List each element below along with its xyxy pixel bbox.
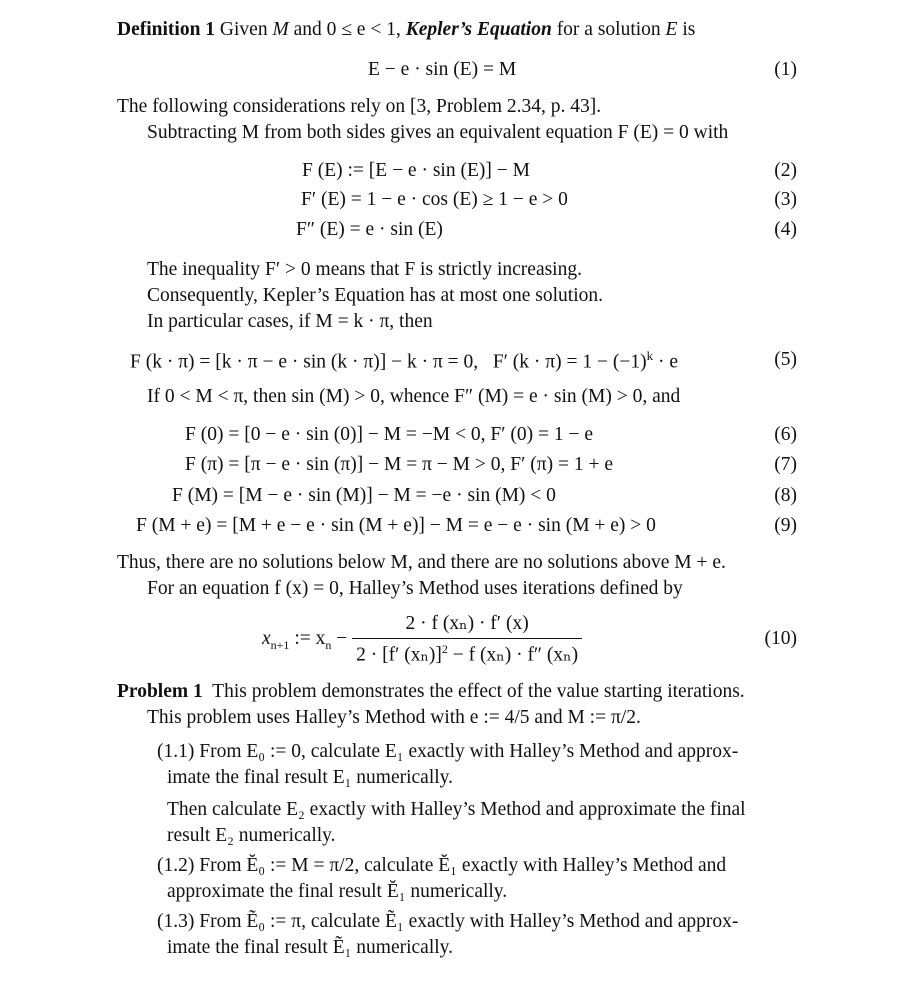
definition-post: for a solution (556, 19, 661, 40)
equation-3-number: (3) (774, 189, 797, 210)
subtracting-text: Subtracting M from both sides gives an equivalent equation F (E) = 0 with (147, 122, 729, 143)
equation-7: F (π) = [π − e · sin (π)] − M = π − M > 0, F′ (π) = 1 + e (185, 454, 613, 475)
equation-5-number: (5) (774, 349, 797, 370)
equation-5-rhs: F′ (k · π) = 1 − (−1) (492, 351, 647, 373)
problem-1-1-line-b: imate the final result E₁ numerically. (167, 767, 454, 788)
equation-6: F (0) = [0 − e · sin (0)] − M = −M < 0, F′ (0) = 1 − e (185, 424, 593, 445)
halley-text: For an equation f (x) = 0, Halley’s Method uses iterations defined by (147, 578, 683, 599)
definition-M: M (272, 19, 289, 40)
problem-1-1-line-a: (1.1) From E₀ := 0, calculate E₁ exactly with Halley’s Method and approx- (157, 741, 739, 762)
inequality-text: The inequality F′ > 0 means that F is strictly increasing. (147, 259, 582, 280)
definition-line (117, 18, 695, 41)
considerations-text: The following considerations rely on [3, Problem 2.34, p. 43]. (117, 96, 602, 117)
equation-1-number: (1) (774, 59, 797, 80)
definition-is: is (682, 19, 696, 40)
definition-cond: 0 ≤ e < 1, (326, 19, 401, 40)
definition-term: Kepler’s Equation (405, 19, 552, 40)
definition-E: E (665, 19, 678, 40)
problem-1-3-line-b: imate the final result Ẽ₁ numerically. (167, 937, 454, 958)
equation-5-exp: k (646, 348, 654, 363)
equation-6-number: (6) (774, 424, 797, 445)
problem-1-2-line-a: (1.2) From Ĕ₀ := M = π/2, calculate Ĕ₁ exactly with Halley’s Method and (157, 855, 727, 876)
equation-5-tail: · e (653, 351, 679, 373)
problem-intro: This problem demonstrates the effect of the value starting iterations. (212, 681, 745, 702)
equation-2-number: (2) (774, 160, 797, 181)
equation-4-number: (4) (774, 219, 797, 240)
equation-7-number: (7) (774, 454, 797, 475)
definition-and: and (293, 19, 322, 40)
equation-3: F′ (E) = 1 − e · cos (E) ≥ 1 − e > 0 (301, 189, 568, 210)
thus-text: Thus, there are no solutions below M, and there are no solutions above M + e. (117, 552, 726, 573)
problem-1-2-line-b: approximate the final result Ĕ₁ numerically. (167, 881, 508, 902)
particular-text: In particular cases, if M = k · π, then (147, 311, 433, 332)
halley-denominator: 2 · [f′ (xₙ)]$^2$ − f (xₙ) · f″ (xₙ) (352, 638, 582, 667)
equation-4: F″ (E) = e · sin (E) (296, 219, 443, 240)
problem-1-3-line-a: (1.3) From Ẽ₀ := π, calculate Ẽ₁ exactly with Halley’s Method and approx- (157, 911, 739, 932)
problem-1-1-line-c: Then calculate E₂ exactly with Halley’s Method and approximate the final (167, 799, 746, 820)
problem-uses: This problem uses Halley’s Method with e := 4/5 and M := π/2. (147, 707, 641, 728)
definition-label: Definition 1 (117, 19, 216, 40)
equation-9: F (M + e) = [M + e − e · sin (M + e)] − M = e − e · sin (M + e) > 0 (136, 515, 656, 536)
halley-fraction (352, 612, 582, 667)
definition-pre: Given (219, 19, 268, 40)
problem-label: Problem 1 (117, 681, 203, 702)
equation-8-number: (8) (774, 485, 797, 506)
equation-10 (262, 612, 582, 667)
equation-5-lhs: F (k · π) = [k · π − e · sin (k · π)] − k · π = 0, (130, 351, 479, 373)
equation-10-lhs: $x_{n+1}$ := $x_n$ − (262, 628, 348, 652)
if-range-text: If 0 < M < π, then sin (M) > 0, whence F″ (M) = e · sin (M) > 0, and (147, 386, 681, 407)
problem-line (117, 680, 745, 703)
equation-1: E − e · sin (E) = M (368, 59, 517, 80)
equation-2: F (E) := [E − e · sin (E)] − M (302, 160, 530, 181)
equation-9-number: (9) (774, 515, 797, 536)
halley-numerator: 2 · f (xₙ) · f′ (x) (405, 613, 529, 634)
equation-10-number: (10) (764, 628, 797, 649)
consequently-text: Consequently, Kepler’s Equation has at most one solution. (147, 285, 604, 306)
problem-1-1-line-d: result E₂ numerically. (167, 825, 336, 846)
equation-5 (130, 348, 678, 374)
equation-8: F (M) = [M − e · sin (M)] − M = −e · sin (M) < 0 (172, 485, 556, 506)
